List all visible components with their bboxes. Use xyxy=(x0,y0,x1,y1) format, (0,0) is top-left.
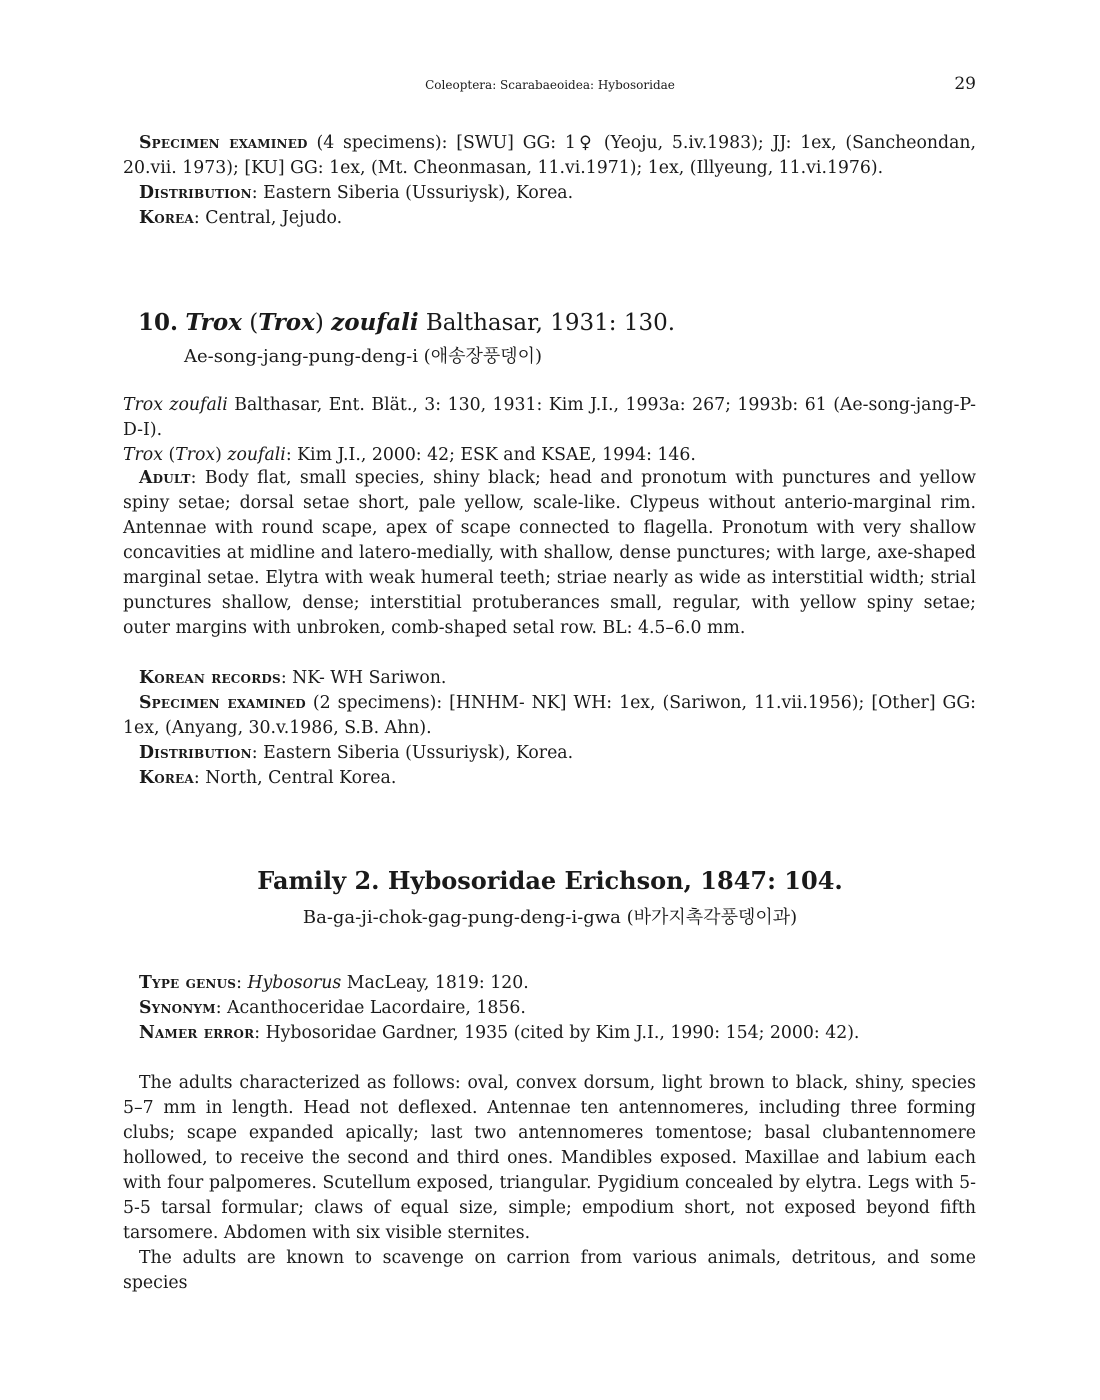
specimen-examined-text: (4 specimens): [SWU] GG: 1♀ (Yeoju, 5.iv.1983); JJ: 1ex, (Sancheondan, 20.vii. 1973); [KU] GG: 1ex, (Mt. Cheonmasan, 11.vi.1971); 1ex, (Illyeung, 11.vi.1976). xyxy=(123,133,976,178)
synonym-line-2 xyxy=(123,443,976,468)
family-desc-paragraph-2: The adults are known to scavenge on carrion from various animals, detritous, and some species xyxy=(123,1248,976,1293)
distribution-2-label: Distribution xyxy=(139,743,252,763)
korean-records-paragraph xyxy=(123,666,976,691)
adult-paragraph xyxy=(123,466,976,641)
korea-2-label: Korea xyxy=(139,768,194,788)
type-genus-sep: : xyxy=(236,973,248,993)
type-genus-name: Hybosorus xyxy=(247,973,342,993)
synonym-text: : Acanthoceridae Lacordaire, 1856. xyxy=(215,998,526,1018)
synonym-paragraph xyxy=(123,996,976,1021)
distribution-paragraph xyxy=(123,181,976,206)
type-genus-paragraph xyxy=(123,971,976,996)
species-epithet: zoufali xyxy=(331,309,419,336)
synonym-2-paren-open: ( xyxy=(162,445,176,465)
korea-2-text: : North, Central Korea. xyxy=(193,768,397,788)
namer-error-paragraph xyxy=(123,1021,976,1046)
records-section xyxy=(123,666,976,791)
specimen-examined-2-text: (2 specimens): [HNHM- NK] WH: 1ex, (Sariwon, 11.vii.1956); [Other] GG: 1ex, (Anyang, 30.v.1986, S.B. Ahn). xyxy=(123,693,976,738)
korea-paragraph xyxy=(123,206,976,231)
synonym-1-name: Trox zoufali xyxy=(123,395,228,415)
adult-description xyxy=(123,466,976,641)
synonymy-block xyxy=(123,393,976,468)
species-heading xyxy=(138,309,675,336)
synonym-2-paren-close: ) xyxy=(215,445,228,465)
distribution-label: Distribution xyxy=(139,183,252,203)
specimen-examined-paragraph xyxy=(123,131,976,181)
synonym-1-text: Balthasar, Ent. Blät., 3: 130, 1931: Kim J.I., 1993a: 267; 1993b: 61 (Ae-song-jang-P-D-I). xyxy=(123,395,976,440)
korea-text: : Central, Jejudo. xyxy=(193,208,343,228)
namer-error-label: Namer error xyxy=(139,1023,255,1043)
synonym-2-subgenus: Trox xyxy=(175,445,216,465)
specimen-examined-2-paragraph xyxy=(123,691,976,741)
synonym-2-genus: Trox xyxy=(123,445,163,465)
distribution-text: : Eastern Siberia (Ussuriysk), Korea. xyxy=(251,183,574,203)
synonym-label: Synonym xyxy=(139,998,216,1018)
family-meta xyxy=(123,971,976,1046)
korean-records-label: Korean records xyxy=(139,668,281,688)
adult-text: : Body flat, small species, shiny black; head and pronotum with punctures and yellow spiny setae; dorsal setae short, pale yellow, scale-like. Clypeus without anterio-marginal rim. Antennae with round scape, apex of scape connected to flagella. Pronotum with very shallow concavities at midline and latero-medially, with shallow, dense punctures; with large, axe-shaped marginal setae. Elytra with weak humeral teeth; striae nearly as wide as interstitial width; strial punctures shallow, dense; interstitial protuberances small, regular, with yellow spiny setae; outer margins with unbroken, comb-shaped setal row. BL: 4.5–6.0 mm. xyxy=(123,468,976,638)
family-title: Family 2. Hybosoridae Erichson, 1847: 104. xyxy=(257,866,843,895)
distribution-2-text: : Eastern Siberia (Ussuriysk), Korea. xyxy=(251,743,574,763)
family-description xyxy=(123,1071,976,1296)
distribution-2-paragraph xyxy=(123,741,976,766)
species-author: Balthasar, 1931: 130. xyxy=(418,310,676,336)
species-subgenus: Trox xyxy=(258,309,315,336)
running-head: Coleoptera: Scarabaeoidea: Hybosoridae xyxy=(425,78,675,92)
species-paren-open: ( xyxy=(241,310,259,336)
page-number: 29 xyxy=(954,74,976,94)
specimen-examined-label: Specimen examined xyxy=(139,133,308,153)
species-genus: Trox xyxy=(185,309,242,336)
synonym-2-epithet: zoufali xyxy=(227,445,286,465)
prev-species-section xyxy=(123,131,976,231)
family-desc-paragraph-1: The adults characterized as follows: oval, convex dorsum, light brown to black, shiny, species 5–7 mm in length. Head not deflexed. Antennae ten antennomeres, including three forming clubs; scape expanded apically; last two antennomeres tomentose; basal clubantennomere hollowed, to receive the second and third ones. Mandibles exposed. Maxillae and labium each with four palpomeres. Scutellum exposed, triangular. Pygidium concealed by elytra. Legs with 5-5-5 tarsal formular; claws of equal size, simple; empodium short, not exposed beyond fifth tarsomere. Abdomen with six visible sternites. xyxy=(123,1073,976,1243)
korea-label: Korea xyxy=(139,208,194,228)
species-paren-close: ) xyxy=(314,310,332,336)
korea-2-paragraph xyxy=(123,766,976,791)
adult-label: Adult xyxy=(139,468,191,488)
namer-error-text: : Hybosoridae Gardner, 1935 (cited by Kim J.I., 1990: 154; 2000: 42). xyxy=(254,1023,860,1043)
family-korean-name: Ba-ga-ji-chok-gag-pung-deng-i-gwa (바가지촉각풍뎅이과) xyxy=(302,907,798,928)
synonym-2-text: : Kim J.I., 2000: 42; ESK and KSAE, 1994: 146. xyxy=(285,445,696,465)
type-genus-label: Type genus xyxy=(139,973,237,993)
species-number: 10. xyxy=(138,309,179,336)
korean-records-text: : NK- WH Sariwon. xyxy=(280,668,447,688)
synonym-line-1 xyxy=(123,393,976,443)
type-genus-text: MacLeay, 1819: 120. xyxy=(341,973,529,993)
species-korean-name: Ae-song-jang-pung-deng-i (애송장풍뎅이) xyxy=(184,346,543,367)
specimen-examined-2-label: Specimen examined xyxy=(139,693,306,713)
